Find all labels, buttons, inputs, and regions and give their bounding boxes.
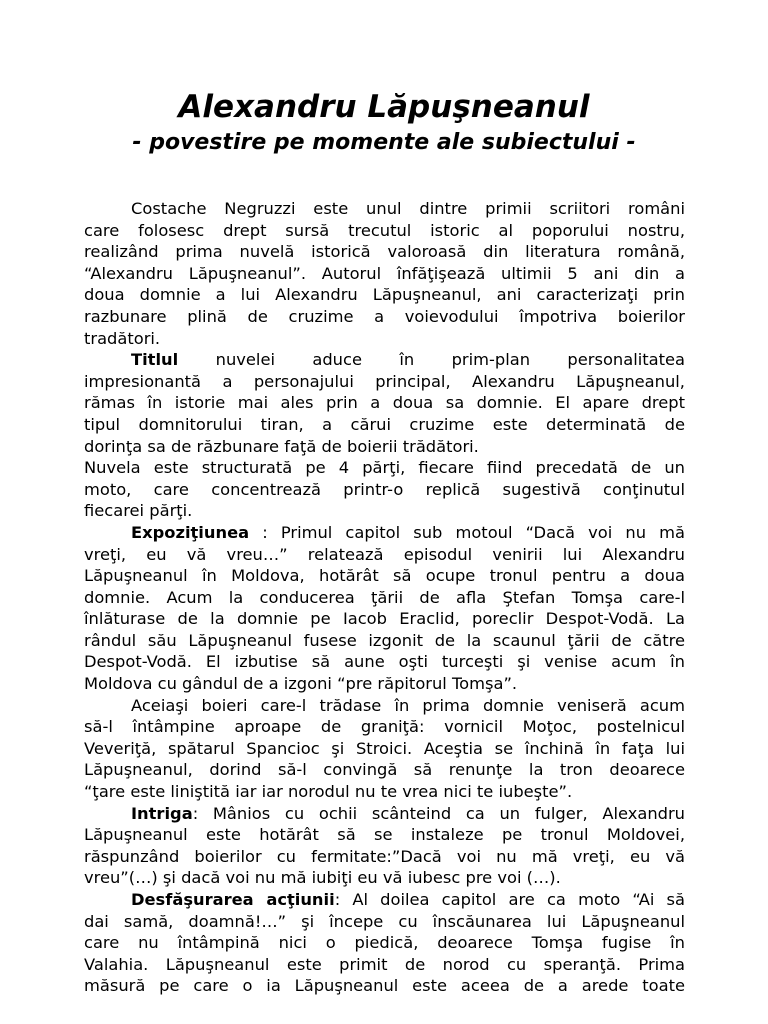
line-text: Costache Negruzzi este unul dintre primii scriitori români [131,199,685,218]
line-text: vreu”(…) şi dacă voi nu mă iubiţi eu vă iubesc pre voi (…). [84,868,561,888]
text-line [84,911,685,933]
text-line [84,630,685,652]
line-text: Moldova cu gândul de a izgoni “pre răpitorul Tomşa”. [84,674,518,694]
text-line [84,716,685,738]
document-body [84,198,685,997]
line-text: Valahia. Lăpuşneanul este primit de norod cu speranţă. Prima [84,954,685,974]
text-line [84,436,685,458]
line-text: realizând prima nuvelă istorică valoroasă din literatura română, [84,242,685,262]
text-line [84,695,685,717]
text-line [84,738,685,760]
section-heading: Desfăşurarea acţiunii [131,890,335,909]
line-text: vreţi, eu vă vreu…” relatează episodul venirii lui Alexandru [84,544,685,564]
text-line [84,457,685,479]
line-text: care nu întâmpină nici o piedică, deoarece Tomşa fugise în [84,933,685,953]
line-text: Lăpuşneanul în Moldova, hotărât să ocupe tronul pentru a doua [84,566,685,586]
line-text: : Mânios cu ochii scânteind ca un fulger, Alexandru [192,803,685,823]
section-heading: Titlul [131,350,179,370]
section-heading: Expoziţiunea [131,522,250,542]
text-line [84,284,685,306]
text-line [84,198,685,220]
text-line [84,392,685,414]
line-text: fiecarei părţi. [84,501,193,521]
text-line [84,975,685,997]
line-text: să-l întâmpine aproape de graniţă: vornicil Moţoc, postelnicul [84,717,685,737]
line-text: : Al doilea capitol are ca moto “Ai să [334,890,686,909]
text-line [84,587,685,609]
text-line [84,522,685,544]
section-heading: Intriga [131,803,193,823]
text-line [84,263,685,285]
line-text: Veveriţă, spătarul Spancioc şi Stroici. Aceştia se închină în faţa lui [84,738,685,758]
line-text: rămas în istorie mai ales prin a doua sa domnie. El apare drept [84,393,685,413]
line-text: doua domnie a lui Alexandru Lăpuşneanul, ani caracterizaţi prin [84,285,685,305]
text-line [84,608,685,630]
text-line [84,479,685,501]
page-subtitle: - povestire pe momente ale subiectului - [132,130,636,155]
text-line [84,759,685,781]
line-text: Nuvela este structurată pe 4 părţi, fiecare fiind precedată de un [84,458,685,478]
line-text: răspunzând boierilor cu fermitate:”Dacă voi nu mă vreţi, eu vă [84,846,685,866]
text-line [84,220,685,242]
text-line [84,932,685,954]
line-text: Lăpuşneanul este hotărât să se instaleze pe tronul Moldovei, [84,825,685,845]
line-text: dorinţa sa de răzbunare faţă de boierii trădători. [84,436,479,456]
line-text: impresionantă a personajului principal, Alexandru Lăpuşneanul, [84,371,685,391]
text-line [84,565,685,587]
line-text: : Primul capitol sub motoul “Dacă voi nu mă [249,522,685,542]
line-text: care folosesc drept sursă trecutul istoric al poporului nostru, [84,220,685,240]
text-line [84,867,685,889]
line-text: măsură pe care o ia Lăpuşneanul este aceea de a arede toate [84,976,685,996]
line-text: moto, care concentrează printr-o replică sugestivă conţinutul [84,479,685,499]
line-text: Despot-Vodă. El izbutise să aune oşti turceşti şi venise acum în [84,652,685,672]
text-line [84,349,685,371]
text-line [84,954,685,976]
line-text: dai samă, doamnă!…” şi începe cu înscăunarea lui Lăpuşneanul [84,911,685,931]
text-line [84,328,685,350]
line-text: razbunare plină de cruzime a voievodului împotriva boierilor [84,306,685,326]
text-line [84,241,685,263]
text-line [84,803,685,825]
line-text: domnie. Acum la conducerea ţării de afla Ştefan Tomşa care-l [84,587,685,607]
text-line [84,889,685,911]
line-text: “ţare este liniştită iar iar norodul nu te vrea nici te iubeşte”. [84,782,573,802]
line-text: Aceiaşi boieri care-l trădase în prima domnie veniseră acum [131,695,685,715]
page-title: Alexandru Lăpuşneanul [178,89,590,125]
text-line [84,781,685,803]
line-text: “Alexandru Lăpuşneanul”. Autorul înfăţişează ultimii 5 ani din a [84,263,685,283]
text-line [84,544,685,566]
text-line [84,371,685,393]
text-line [84,673,685,695]
text-line [84,824,685,846]
line-text: tradători. [84,328,161,348]
line-text: nuvelei aduce în prim-plan personalitatea [178,350,685,370]
line-text: Lăpuşneanul, dorind să-l convingă să renunţe la tron deoarece [84,760,685,780]
text-line [84,414,685,436]
line-text: înlăturase de la domnie pe Iacob Eraclid, poreclir Despot-Vodă. La [84,609,685,629]
text-line [84,306,685,328]
line-text: tipul domnitorului tiran, a cărui cruzime este determinată de [84,414,685,434]
text-line [84,651,685,673]
line-text: rândul său Lăpuşneanul fusese izgonit de la scaunul ţării de către [84,630,685,650]
text-line [84,846,685,868]
text-line [84,500,685,522]
